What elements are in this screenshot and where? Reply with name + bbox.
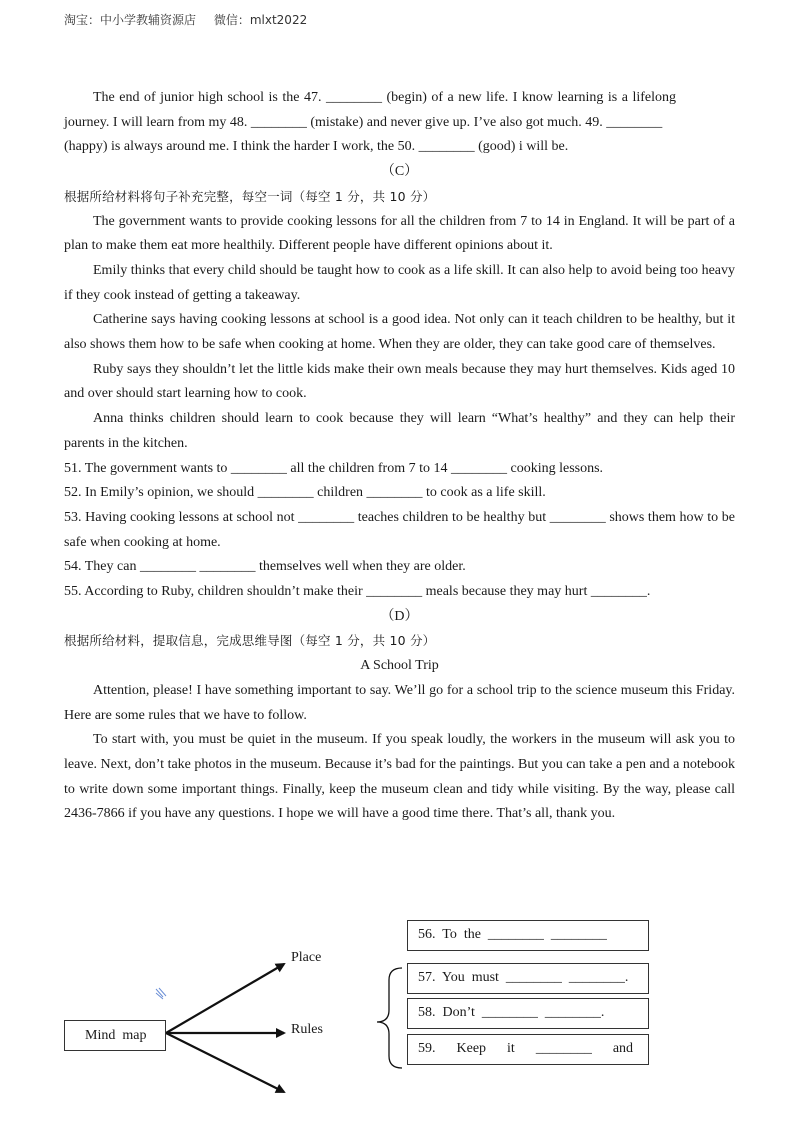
pen-mark-icon <box>156 988 166 999</box>
branch-rules: Rules <box>291 1022 323 1037</box>
section-c-paragraph: Ruby says they shouldn’t let the little kids make their own meals because they may hurt themselves. Kids aged 10 and over should start learning how to cook. <box>64 361 735 402</box>
wechat-id: 微信：mlxt2022 <box>213 13 308 27</box>
section-c-label: （C） <box>380 164 419 180</box>
arrow-third <box>166 1033 284 1092</box>
part-b-line-2: journey. I will learn from my 48. ________ (mistake) and never give up. I’ve also got much. 49. ________ <box>64 114 663 130</box>
section-c-paragraph: Catherine says having cooking lessons at school is a good idea. Not only can it teach children to be healthy, but it also shows them how to be safe when cooking at home. When they are older, they can take good care of themselves. <box>64 312 735 353</box>
passage-title: A School Trip <box>360 658 439 674</box>
section-c-paragraph: Emily thinks that every child should be taught how to cook as a life skill. It can also help to avoid being too heavy if they cook instead of getting a takeaway. <box>64 262 735 303</box>
part-b-line-1: The end of junior high school is the 47. ________ (begin) of a new life. I know learning is a lifelong <box>93 90 676 105</box>
section-d-instruction: 根据所给材料，提取信息，完成思维导图（每空 1 分，共 10 分） <box>64 633 436 649</box>
arrow-place <box>166 964 284 1033</box>
part-b-line-3: (happy) is always around me. I think the harder I work, the 50. ________ (good) i will be. <box>64 139 569 155</box>
section-c-paragraph: The government wants to provide cooking lessons for all the children from 7 to 14 in England. It will be part of a plan to make them eat more healthily. Different people have different opinions about it. <box>64 213 735 254</box>
question-51: 51. The government wants to ________ all the children from 7 to 14 ________ cooking lessons. <box>64 460 604 476</box>
question-54: 54. They can ________ ________ themselves well when they are older. <box>64 559 466 575</box>
question-53: 53. Having cooking lessons at school not ________ teaches children to be healthy but ________ shows them how to be safe when cooking at home. <box>64 509 735 550</box>
answer-box-59: 59. Keep it ________ and <box>407 1034 649 1065</box>
rules-brace <box>377 968 402 1068</box>
answer-box-56: 56. To the ________ ________ <box>407 920 649 951</box>
section-d-paragraph: Attention, please! I have something important to say. We’ll go for a school trip to the science museum this Friday. Here are some rules that we have to follow. <box>64 682 735 723</box>
section-c-paragraph: Anna thinks children should learn to cook because they will learn “What’s healthy” and they can help their parents in the kitchen. <box>64 411 735 451</box>
shop-name: 淘宝：中小学教辅资源店 <box>64 13 197 27</box>
section-d-label: （D） <box>380 608 419 624</box>
section-d-paragraph: To start with, you must be quiet in the museum. If you speak loudly, the workers in the museum will ask you to leave. Next, don’t take photos in the museum. Because it’s bad for the paintings. But you can take a pen and a notebook to write down some important things. Finally, keep the museum clean and tidy while visiting. By the way, please call 2436-7866 if you have any questions. I hope we will have a good time there. That’s all, thank you. <box>64 732 735 822</box>
answer-box-57: 57. You must ________ ________. <box>407 963 649 994</box>
section-c-instruction: 根据所给材料将句子补充完整，每空一词（每空 1 分，共 10 分） <box>64 188 436 204</box>
branch-place: Place <box>291 950 322 965</box>
answer-box-58: 58. Don’t ________ ________. <box>407 998 649 1029</box>
mind-map-root: Mind map <box>64 1020 166 1051</box>
question-52: 52. In Emily’s opinion, we should ________ children ________ to cook as a life skill. <box>64 485 546 501</box>
question-55: 55. According to Ruby, children shouldn’t make their ________ meals because they may hurt ________. <box>64 584 651 600</box>
